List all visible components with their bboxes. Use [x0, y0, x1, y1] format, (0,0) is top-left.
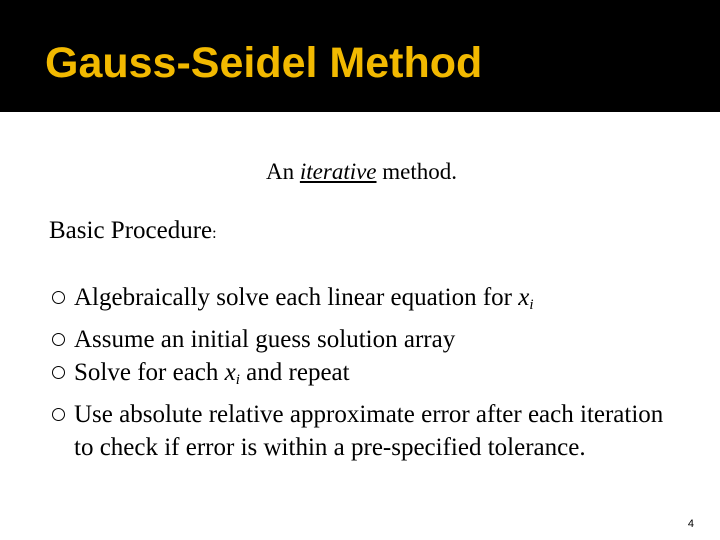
bullet-text: Solve for each [74, 359, 225, 386]
bullet-text-after: and repeat [239, 359, 350, 386]
bullet-text: Use absolute relative approximate error after each iteration to check if error is within a pre-specified tolerance. [74, 400, 664, 461]
slide-subtitle [266, 157, 457, 187]
procedure-list [52, 281, 672, 465]
circle-bullet-icon [52, 291, 65, 304]
title-bar [0, 0, 720, 112]
list-item [52, 356, 672, 398]
bullet-text: Algebraically solve each linear equation for [74, 284, 519, 311]
bullet-subscript: i [235, 372, 240, 388]
procedure-heading [49, 215, 217, 250]
procedure-heading-colon: : [212, 225, 217, 242]
bullet-variable: x [518, 284, 530, 311]
list-item [52, 281, 672, 323]
bullet-variable: x [224, 359, 236, 386]
circle-bullet-icon [52, 333, 65, 346]
list-item [52, 398, 672, 465]
circle-bullet-icon [52, 366, 65, 379]
bullet-subscript: i [529, 297, 534, 313]
subtitle-suffix: method. [376, 159, 458, 184]
circle-bullet-icon [52, 408, 65, 421]
list-item [52, 323, 672, 357]
subtitle-emphasis: iterative [299, 159, 377, 184]
procedure-heading-text: Basic Procedure [49, 217, 213, 244]
page-number: 4 [687, 518, 694, 530]
bullet-text: Assume an initial guess solution array [74, 325, 456, 353]
subtitle-prefix: An [266, 159, 300, 184]
slide-title: Gauss-Seidel Method [45, 39, 483, 87]
